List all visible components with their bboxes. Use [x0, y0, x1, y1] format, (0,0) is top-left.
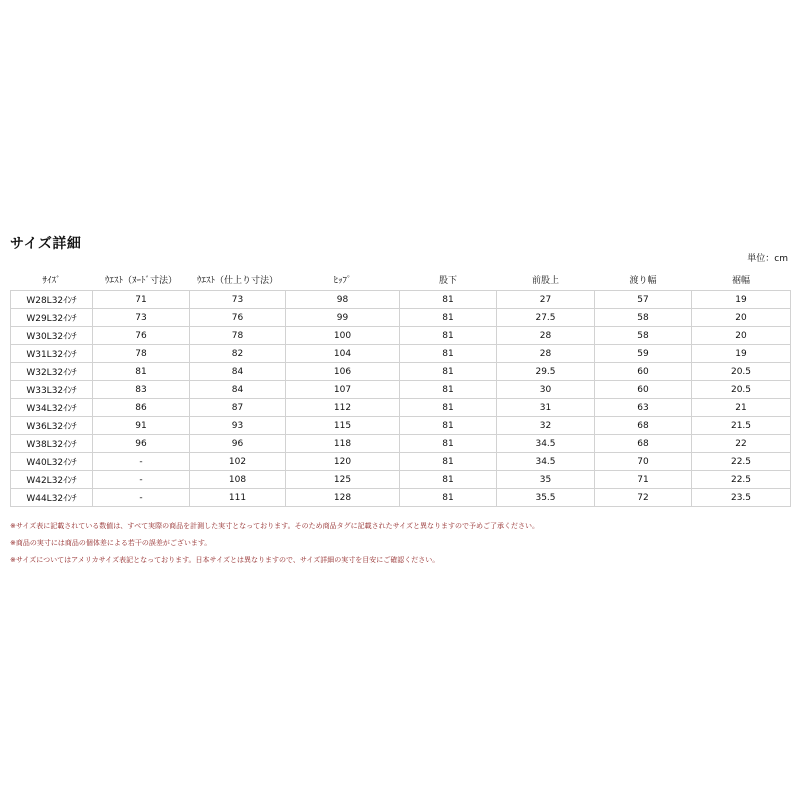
column-header: ｳｴｽﾄ（仕上り寸法）	[196, 275, 278, 286]
size-cell: W29L32ｲﾝﾁ	[11, 309, 93, 327]
page-title: サイズ詳細	[10, 236, 82, 252]
measurement-cell: 31	[497, 399, 595, 417]
measurement-cell: -	[93, 489, 190, 507]
measurement-cell: 104	[286, 345, 400, 363]
measurement-cell: 78	[190, 327, 286, 345]
measurement-cell: 76	[190, 309, 286, 327]
measurement-cell: 20.5	[692, 381, 791, 399]
size-cell: W42L32ｲﾝﾁ	[11, 471, 93, 489]
measurement-cell: 99	[286, 309, 400, 327]
measurement-cell: 20	[692, 309, 791, 327]
measurement-cell: 108	[190, 471, 286, 489]
measurement-cell: 128	[286, 489, 400, 507]
measurement-cell: 78	[93, 345, 190, 363]
measurement-cell: 81	[400, 363, 497, 381]
measurement-cell: 91	[93, 417, 190, 435]
measurement-cell: 76	[93, 327, 190, 345]
size-cell: W31L32ｲﾝﾁ	[11, 345, 93, 363]
table-row	[11, 291, 791, 309]
column-header: 裾幅	[731, 275, 750, 286]
measurement-cell: 60	[595, 363, 692, 381]
measurement-cell: 23.5	[692, 489, 791, 507]
measurement-cell: 81	[400, 327, 497, 345]
measurement-cell: 84	[190, 381, 286, 399]
size-cell: W30L32ｲﾝﾁ	[11, 327, 93, 345]
measurement-cell: 81	[93, 363, 190, 381]
measurement-cell: 81	[400, 435, 497, 453]
table-row	[11, 417, 791, 435]
measurement-cell: 73	[93, 309, 190, 327]
size-cell: W40L32ｲﾝﾁ	[11, 453, 93, 471]
measurement-cell: 98	[286, 291, 400, 309]
size-cell: W28L32ｲﾝﾁ	[11, 291, 93, 309]
measurement-cell: 70	[595, 453, 692, 471]
measurement-cell: 21.5	[692, 417, 791, 435]
measurement-cell: 29.5	[497, 363, 595, 381]
size-cell: W36L32ｲﾝﾁ	[11, 417, 93, 435]
measurement-cell: 111	[190, 489, 286, 507]
measurement-cell: 96	[93, 435, 190, 453]
measurement-cell: 32	[497, 417, 595, 435]
measurement-cell: 112	[286, 399, 400, 417]
table-row	[11, 453, 791, 471]
table-header-row	[11, 268, 791, 291]
size-cell: W34L32ｲﾝﾁ	[11, 399, 93, 417]
table-row	[11, 381, 791, 399]
table-row	[11, 363, 791, 381]
measurement-cell: -	[93, 471, 190, 489]
measurement-cell: 20.5	[692, 363, 791, 381]
measurement-cell: 34.5	[497, 435, 595, 453]
measurement-cell: 96	[190, 435, 286, 453]
measurement-cell: 93	[190, 417, 286, 435]
measurement-cell: 68	[595, 417, 692, 435]
measurement-cell: 30	[497, 381, 595, 399]
measurement-cell: 72	[595, 489, 692, 507]
measurement-cell: 100	[286, 327, 400, 345]
table-row	[11, 471, 791, 489]
measurement-cell: 81	[400, 381, 497, 399]
measurement-cell: 59	[595, 345, 692, 363]
measurement-cell: 106	[286, 363, 400, 381]
measurement-cell: 20	[692, 327, 791, 345]
notes	[10, 518, 790, 569]
measurement-cell: 83	[93, 381, 190, 399]
size-cell: W38L32ｲﾝﾁ	[11, 435, 93, 453]
measurement-cell: 87	[190, 399, 286, 417]
column-header: ｳｴｽﾄ（ﾇｰﾄﾞ寸法）	[104, 275, 177, 286]
measurement-cell: 115	[286, 417, 400, 435]
measurement-cell: 19	[692, 345, 791, 363]
measurement-cell: 63	[595, 399, 692, 417]
measurement-cell: 81	[400, 345, 497, 363]
measurement-cell: 81	[400, 417, 497, 435]
measurement-cell: 118	[286, 435, 400, 453]
note-text: ※サイズについてはアメリカサイズ表記となっております。日本サイズとは異なりますので、サイズ詳細の実寸を目安にご確認ください。	[10, 556, 440, 564]
measurement-cell: 22.5	[692, 453, 791, 471]
table-row	[11, 327, 791, 345]
measurement-cell: 28	[497, 327, 595, 345]
measurement-cell: 125	[286, 471, 400, 489]
column-header: 渡り幅	[629, 275, 657, 286]
measurement-cell: -	[93, 453, 190, 471]
measurement-cell: 58	[595, 309, 692, 327]
measurement-cell: 120	[286, 453, 400, 471]
table-row	[11, 435, 791, 453]
table-row	[11, 309, 791, 327]
measurement-cell: 27	[497, 291, 595, 309]
note-text: ※商品の実寸には商品の個体差による若干の誤差がございます。	[10, 539, 212, 547]
measurement-cell: 86	[93, 399, 190, 417]
measurement-cell: 19	[692, 291, 791, 309]
table-row	[11, 489, 791, 507]
measurement-cell: 58	[595, 327, 692, 345]
measurement-cell: 84	[190, 363, 286, 381]
measurement-cell: 35.5	[497, 489, 595, 507]
measurement-cell: 34.5	[497, 453, 595, 471]
measurement-cell: 35	[497, 471, 595, 489]
measurement-cell: 102	[190, 453, 286, 471]
unit-label: 単位：cm	[747, 254, 788, 264]
measurement-cell: 71	[93, 291, 190, 309]
measurement-cell: 21	[692, 399, 791, 417]
measurement-cell: 27.5	[497, 309, 595, 327]
measurement-cell: 60	[595, 381, 692, 399]
measurement-cell: 57	[595, 291, 692, 309]
size-cell: W32L32ｲﾝﾁ	[11, 363, 93, 381]
size-cell: W33L32ｲﾝﾁ	[11, 381, 93, 399]
measurement-cell: 81	[400, 471, 497, 489]
table-row	[11, 345, 791, 363]
measurement-cell: 28	[497, 345, 595, 363]
size-cell: W44L32ｲﾝﾁ	[11, 489, 93, 507]
measurement-cell: 68	[595, 435, 692, 453]
column-header: 前股上	[531, 275, 559, 286]
table-row	[11, 399, 791, 417]
column-header: ｻｲｽﾞ	[42, 275, 61, 286]
measurement-cell: 82	[190, 345, 286, 363]
measurement-cell: 81	[400, 453, 497, 471]
measurement-cell: 81	[400, 291, 497, 309]
size-table	[10, 268, 791, 507]
measurement-cell: 22.5	[692, 471, 791, 489]
column-header: ﾋｯﾌﾟ	[333, 275, 352, 286]
measurement-cell: 81	[400, 309, 497, 327]
measurement-cell: 81	[400, 399, 497, 417]
note-text: ※サイズ表に記載されている数値は、すべて実際の商品を計測した実寸となっております。そのため商品タグに記載されたサイズと異なりますので予めご了承ください。	[10, 522, 540, 530]
measurement-cell: 71	[595, 471, 692, 489]
column-header: 股下	[438, 275, 457, 286]
measurement-cell: 81	[400, 489, 497, 507]
measurement-cell: 22	[692, 435, 791, 453]
measurement-cell: 107	[286, 381, 400, 399]
measurement-cell: 73	[190, 291, 286, 309]
